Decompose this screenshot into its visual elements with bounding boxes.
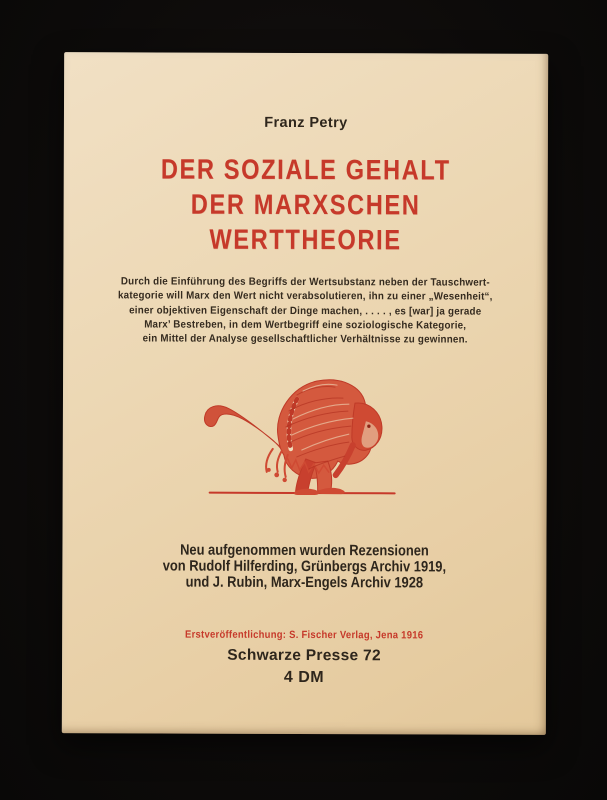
quote-paragraph	[63, 274, 547, 347]
edition-note	[62, 542, 546, 591]
quote-line-2: kategorie will Marx den Wert nicht verabsolutieren, ihn zu einer „Wesenheit“,	[118, 289, 493, 303]
monkey-emblem-icon	[185, 371, 400, 504]
series-title: Schwarze Presse 72	[227, 646, 381, 665]
author-name: Franz Petry	[264, 114, 348, 132]
book-title	[63, 151, 547, 258]
note-line-1: Neu aufgenommen wurden Rezensionen	[180, 541, 429, 560]
quote-line-5: ein Mittel der Analyse gesellschaftlicher Verhältnisse zu gewinnen.	[142, 332, 468, 346]
note-line-2: von Rudolf Hilferding, Grünbergs Archiv 1919,	[162, 557, 447, 576]
quote-line-1: Durch die Einführung des Begriffs der Wertsubstanz neben der Tauschwert-	[120, 275, 490, 289]
price-label: 4 DM	[283, 668, 325, 687]
title-line-1: DER SOZIALE GEHALT	[160, 153, 451, 186]
title-line-2: DER MARXSCHEN	[190, 188, 421, 221]
quote-line-3: einer objektiven Eigenschaft der Dinge machen, . . . . , es [war] ja gerade	[129, 303, 482, 318]
first-publication-line: Erstveröffentlichung: S. Fischer Verlag, Jena 1916	[184, 628, 424, 642]
title-line-3: WERTTHEORIE	[209, 223, 402, 256]
monkey-illustration	[185, 371, 400, 504]
note-line-3: und J. Rubin, Marx-Engels Archiv 1928	[185, 573, 424, 592]
book-cover	[62, 52, 548, 735]
quote-line-4: Marx’ Bestreben, in dem Wertbegriff eine soziologische Kategorie,	[144, 318, 467, 332]
